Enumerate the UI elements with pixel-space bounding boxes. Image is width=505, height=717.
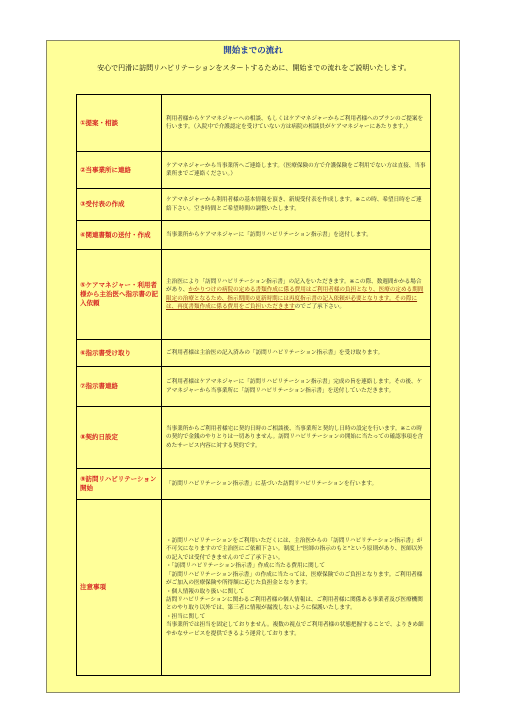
step-label: ⑤ケアマネジャー・利用者様から主治医へ指示書の記入依頼: [77, 250, 162, 340]
step-description: 利用者様からケアマネジャーへの相談、もしくはケアマネジャーからご利用者様へのプランのご提案を行います。（入院中で介護認定を受けていない方は病院の相談員がケアマネジャーにあたります。）: [162, 95, 431, 152]
step-row-9: [77, 469, 431, 500]
underlined-cost-notice: かかりつけの病院の定める書類作成に係る費用はご利用者様の負担となり、医療の定める期間限定の治療となるため、指示期間の更新時期には再度指示書の記入依頼が必要となります。その際には、再度書類作成に係る費用をご負担いただきます: [166, 287, 424, 310]
step-description: [162, 250, 431, 340]
step-description: ケアマネジャーから利用者様の基本情報を頂き、新規受付表を作成します。※この時、希望日時をご連絡下さい。空き時間とご希望時間の調整いたします。: [162, 189, 431, 221]
step-row-3: [77, 189, 431, 221]
notes-description: [162, 500, 431, 676]
note-line: 訪問リハビリテーションに関わるご利用者様の個人情報は、ご利用者様に関係ある事業者及び医療機関とのやり取り以外では、第三者に情報が漏洩しないように保護いたします。: [166, 596, 423, 612]
note-line: 当事業所では担当を固定しておりません。複数の視点でご利用者様の状態把握することで、よりきめ細やかなサービスを提供できるよう運営しております。: [166, 622, 424, 637]
document-page: [46, 40, 460, 693]
step-text-b: のでご了承下さい。: [294, 303, 346, 310]
steps-table: [76, 94, 431, 676]
note-line: 「訪問リハビリテーション指示書」の作成に当たっては、医療保険でのご負担となります。ご利用者様がご加入の医療保険や所得額に応じた負担金となります。: [166, 571, 423, 587]
step-description: 当事業所からケアマネジャーに「訪問リハビリテーション指示書」を送付します。: [162, 221, 431, 250]
step-description: ご利用者様は主治医の記入済みの「訪問リハビリテーション指示書」を受け取ります。: [162, 340, 431, 367]
step-label: ①提案・相談: [77, 95, 162, 152]
step-label: ⑥指示書受け取り: [77, 340, 162, 367]
step-row-8: [77, 407, 431, 469]
notes-row: [77, 500, 431, 676]
note-line: ・個人情報の取り扱いに関して: [166, 588, 245, 595]
note-line: ・訪問リハビリテーションをご利用いただくには、主治医からの「訪問リハビリテーション指示書」が不可欠になりますので主治医にご依頼下さい。制度上"医師の指示のもと"という原則があり、医師以外の記入では受付できませんのでご了承下さい。: [166, 538, 423, 561]
step-label: ⑧契約日設定: [77, 407, 162, 469]
step-text-a: 主治医により「訪問リハビリテーション指示書」の記入をいただきます。※この際、数週間かかる場合があり、: [166, 278, 422, 294]
step-label: ②当事業所に連絡: [77, 152, 162, 189]
notes-label: 注意事項: [77, 500, 162, 676]
note-line: ・担当に関して: [166, 613, 206, 620]
step-row-2: [77, 152, 431, 189]
step-label: ⑨訪問リハビリテーション開始: [77, 469, 162, 500]
step-row-7: [77, 367, 431, 407]
intro-text: 安心で円滑に訪問リハビリテーションをスタートするために、開始までの流れをご説明いたします。: [97, 64, 411, 72]
step-description: 「訪問リハビリテーション指示書」に基づいた訪問リハビリテーションを行います。: [162, 469, 431, 500]
page-title: 開始までの流れ: [223, 46, 283, 56]
step-row-4: [77, 221, 431, 250]
step-description: ケアマネジャーから当事業所へご連絡します。（医療保険の方で介護保険をご利用でない方は直接、当事業所までご連絡ください。）: [162, 152, 431, 189]
step-row-6: [77, 340, 431, 367]
step-description: 当事業所からご利用者様宅に契約日時のご相談後、当事業所と契約し日時の設定を行います。※この時の契約で金銭のやりとりは一切ありません。訪問リハビリテーションの開始に当たっての確認事項を含めたサービス内容に対する契約です。: [162, 407, 431, 469]
step-label: ③受付表の作成: [77, 189, 162, 221]
step-label: ④関連書類の送付・作成: [77, 221, 162, 250]
step-row-5: [77, 250, 431, 340]
step-label: ⑦指示書連絡: [77, 367, 162, 407]
step-description: ご利用者様はケアマネジャーに「訪問リハビリテーション指示書」完成の旨を連絡します。その後、ケアマネジャーから当事業所に「訪問リハビリテーション指示書」を送付していただきます。: [162, 367, 431, 407]
step-row-1: [77, 95, 431, 152]
note-line: ・「訪問リハビリテーション指示書」作成に当たる費用に関して: [166, 563, 325, 570]
